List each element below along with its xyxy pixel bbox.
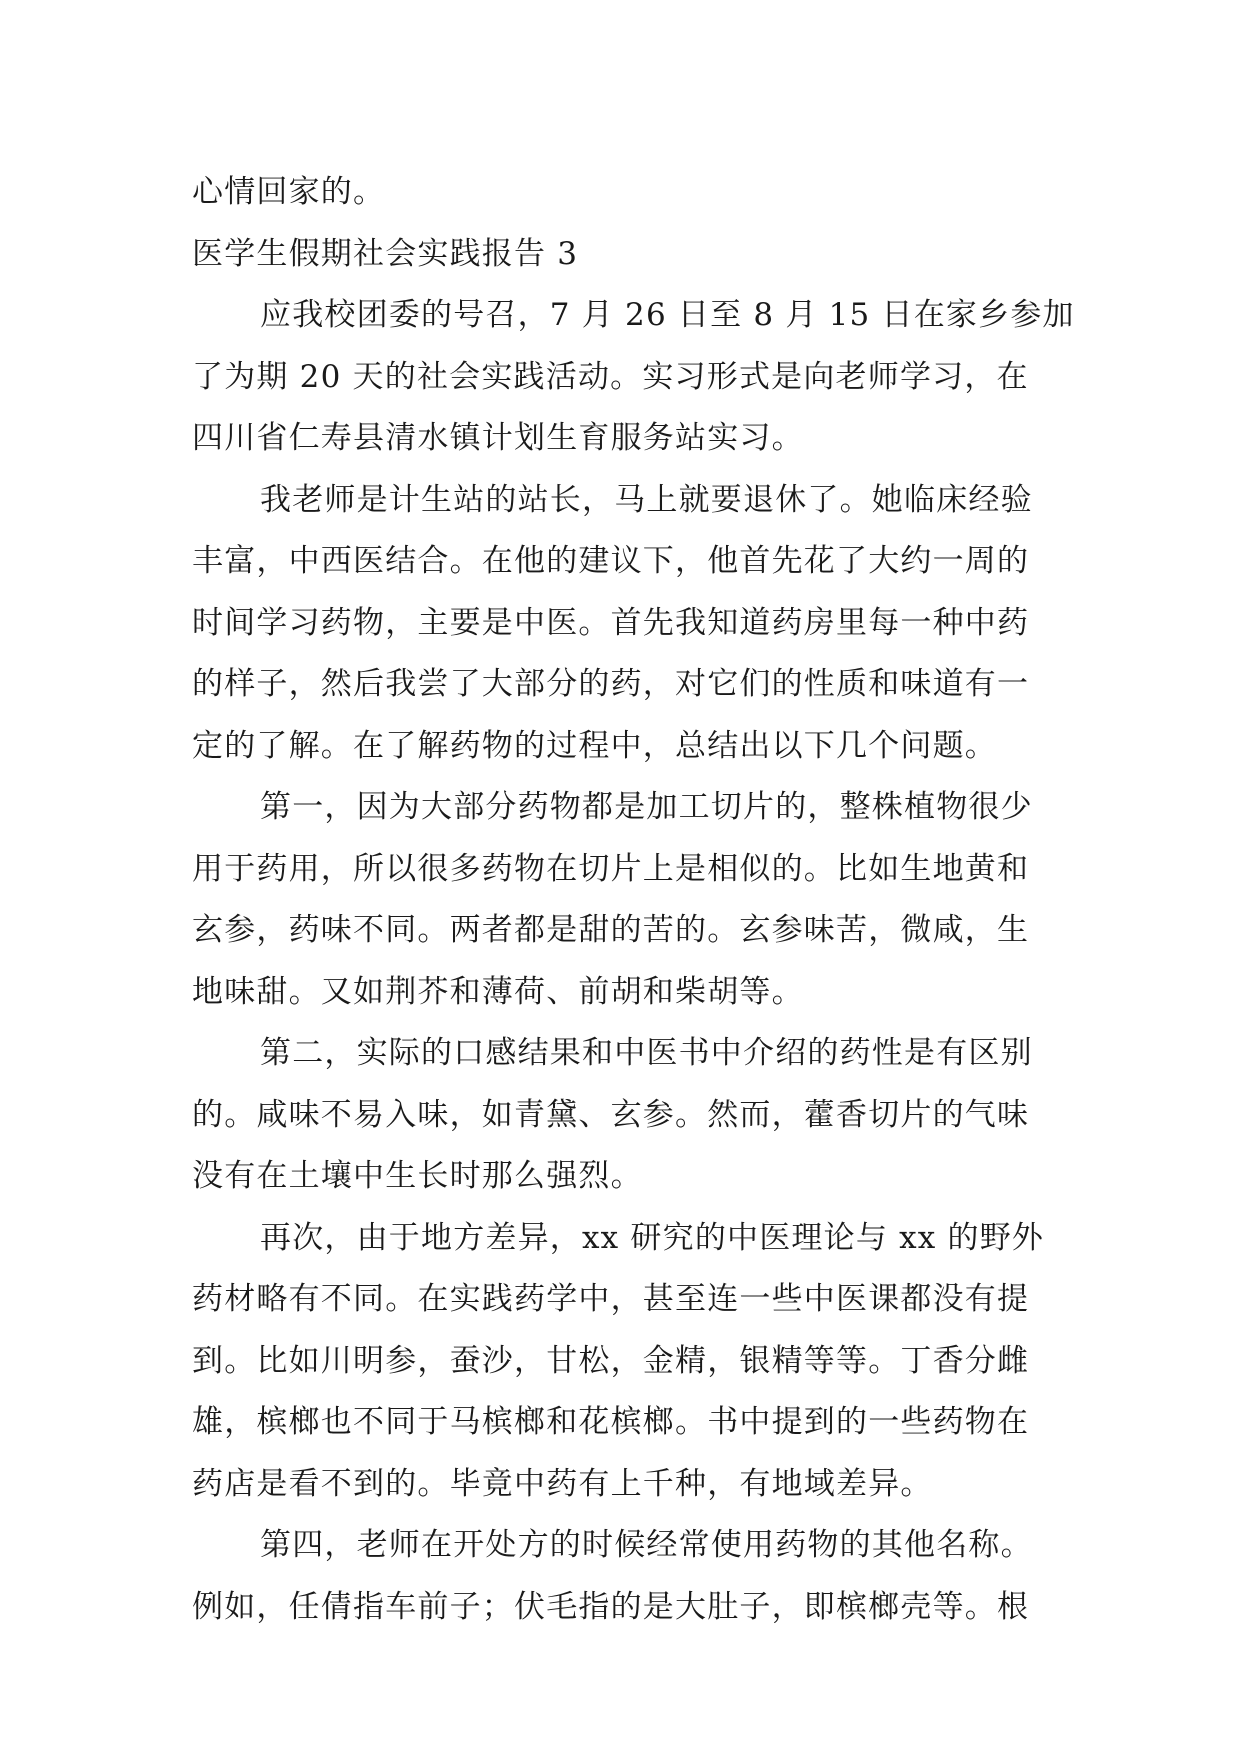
paragraph-line: 时间学习药物，主要是中医。首先我知道药房里每一种中药 <box>192 604 1030 641</box>
paragraph-line: 例如，任倩指车前子；伏毛指的是大肚子，即槟榔壳等。根 <box>192 1588 1030 1625</box>
paragraph-line: 定的了解。在了解药物的过程中，总结出以下几个问题。 <box>192 727 997 764</box>
section-heading: 医学生假期社会实践报告 3 <box>192 235 579 272</box>
paragraph-line: 药店是看不到的。毕竟中药有上千种，有地域差异。 <box>192 1465 933 1502</box>
paragraph-line: 雄，槟榔也不同于马槟榔和花槟榔。书中提到的一些药物在 <box>192 1404 1030 1440</box>
paragraph-line: 用于药用，所以很多药物在切片上是相似的。比如生地黄和 <box>192 850 1030 887</box>
paragraph-line: 的。咸味不易入味，如青黛、玄参。然而，藿香切片的气味 <box>192 1096 1030 1133</box>
paragraph-line: 到。比如川明参，蚕沙，甘松，金精，银精等等。丁香分雌 <box>192 1342 1030 1379</box>
text-line: 心情回家的。 <box>192 174 386 210</box>
paragraph-line: 第二，实际的口感结果和中医书中介绍的药性是有区别 <box>260 1035 1033 1071</box>
paragraph-line: 药材略有不同。在实践药学中，甚至连一些中医课都没有提 <box>192 1281 1030 1317</box>
paragraph-line: 丰富，中西医结合。在他的建议下，他首先花了大约一周的 <box>192 543 1030 579</box>
document-body <box>192 162 1075 1638</box>
paragraph-line: 我老师是计生站的站长，马上就要退休了。她临床经验 <box>260 481 1033 518</box>
paragraph-line: 地味甜。又如荆芥和薄荷、前胡和柴胡等。 <box>192 973 804 1010</box>
paragraph-line: 没有在土壤中生长时那么强烈。 <box>192 1158 643 1194</box>
paragraph-line: 再次，由于地方差异，xx 研究的中医理论与 xx 的野外 <box>260 1219 1045 1256</box>
paragraph-line: 四川省仁寿县清水镇计划生育服务站实习。 <box>192 420 804 456</box>
paragraph-line: 玄参，药味不同。两者都是甜的苦的。玄参味苦，微咸，生 <box>192 912 1030 948</box>
paragraph-line: 应我校团委的号召，7 月 26 日至 8 月 15 日在家乡参加 <box>260 297 1075 333</box>
paragraph-line: 了为期 20 天的社会实践活动。实习形式是向老师学习，在 <box>192 358 1029 395</box>
paragraph-line: 第一，因为大部分药物都是加工切片的，整株植物很少 <box>260 789 1033 825</box>
paragraph-line: 的样子，然后我尝了大部分的药，对它们的性质和味道有一 <box>192 666 1030 702</box>
paragraph-line: 第四，老师在开处方的时候经常使用药物的其他名称。 <box>260 1527 1033 1563</box>
